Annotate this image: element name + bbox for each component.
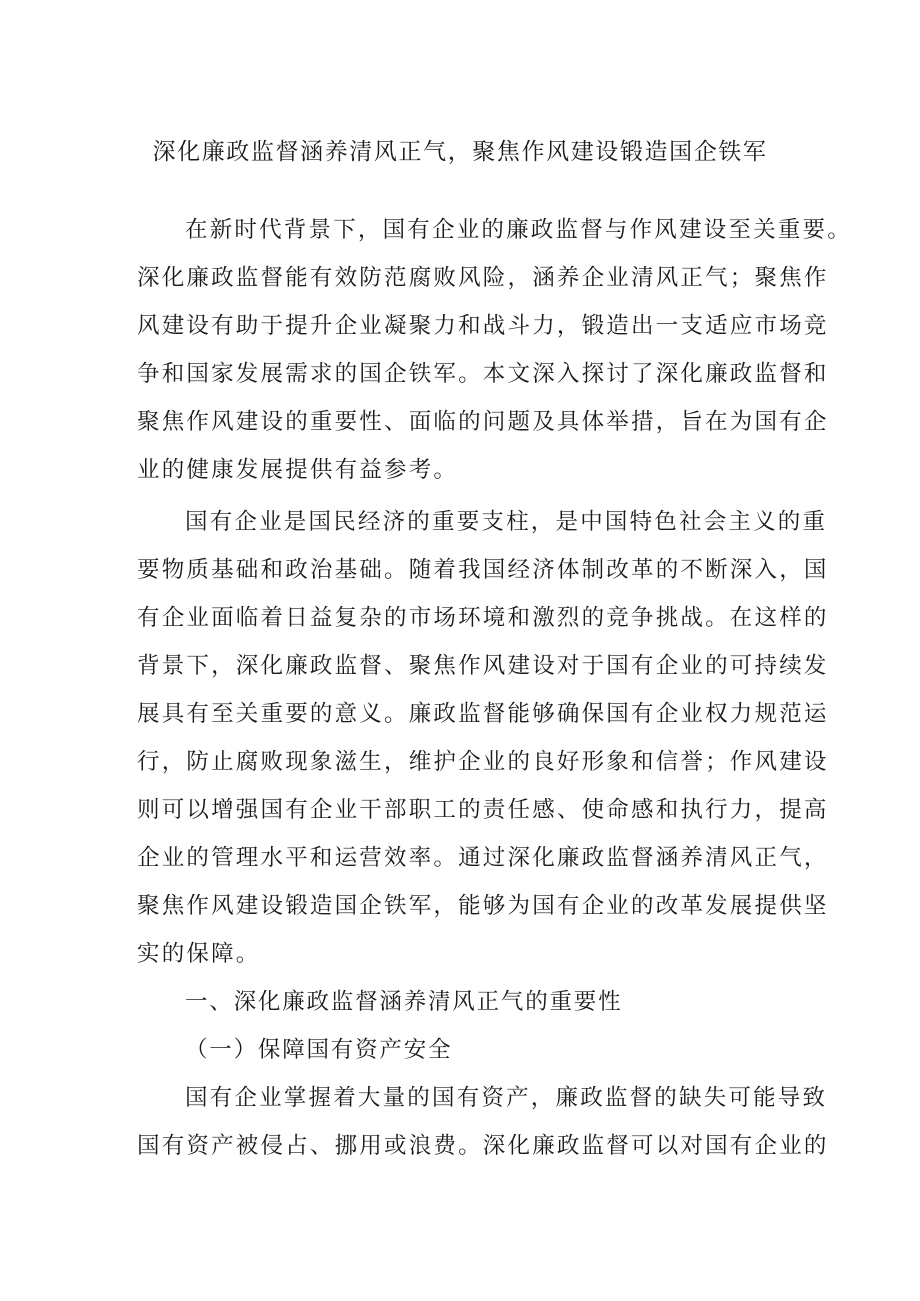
- paragraph-1-line-5: 聚焦作风建设的重要性、面临的问题及具体举措，旨在为国有企: [137, 409, 829, 435]
- paragraph-2-line-5: 展具有至关重要的意义。廉政监督能够确保国有企业权力规范运: [137, 701, 829, 727]
- paragraph-2-line-3: 有企业面临着日益复杂的市场环境和激烈的竞争挑战。在这样的: [137, 605, 829, 631]
- paragraph-1-line-6: 业的健康发展提供有益参考。: [137, 457, 459, 483]
- paragraph-3-line-2: 国有资产被侵占、挪用或浪费。深化廉政监督可以对国有企业的: [137, 1133, 829, 1159]
- paragraph-1-line-2: 深化廉政监督能有效防范腐败风险，涵养企业清风正气；聚焦作: [137, 265, 829, 291]
- paragraph-2-line-7: 则可以增强国有企业干部职工的责任感、使命感和执行力，提高: [137, 797, 829, 823]
- section-heading: 一、深化廉政监督涵养清风正气的重要性: [185, 989, 623, 1015]
- paragraph-3-line-1: 国有企业掌握着大量的国有资产，廉政监督的缺失可能导致: [185, 1085, 828, 1111]
- document-title: 深化廉政监督涵养清风正气，聚焦作风建设锻造国企铁军: [152, 139, 768, 165]
- paragraph-2-line-8: 企业的管理水平和运营效率。通过深化廉政监督涵养清风正气，: [137, 845, 829, 871]
- paragraph-2-line-6: 行，防止腐败现象滋生，维护企业的良好形象和信誉；作风建设: [137, 749, 829, 775]
- subsection-heading: （一）保障国有资产安全: [185, 1037, 453, 1063]
- paragraph-2-line-1: 国有企业是国民经济的重要支柱，是中国特色社会主义的重: [185, 509, 828, 535]
- paragraph-2-line-10: 实的保障。: [137, 941, 261, 967]
- paragraph-1-line-1: 在新时代背景下，国有企业的廉政监督与作风建设至关重要。: [185, 217, 852, 243]
- paragraph-2-line-4: 背景下，深化廉政监督、聚焦作风建设对于国有企业的可持续发: [137, 653, 829, 679]
- paragraph-2-line-2: 要物质基础和政治基础。随着我国经济体制改革的不断深入，国: [137, 557, 829, 583]
- paragraph-1-line-3: 风建设有助于提升企业凝聚力和战斗力，锻造出一支适应市场竞: [137, 313, 829, 339]
- paragraph-1-line-4: 争和国家发展需求的国企铁军。本文深入探讨了深化廉政监督和: [137, 361, 829, 387]
- paragraph-2-line-9: 聚焦作风建设锻造国企铁军，能够为国有企业的改革发展提供坚: [137, 893, 829, 919]
